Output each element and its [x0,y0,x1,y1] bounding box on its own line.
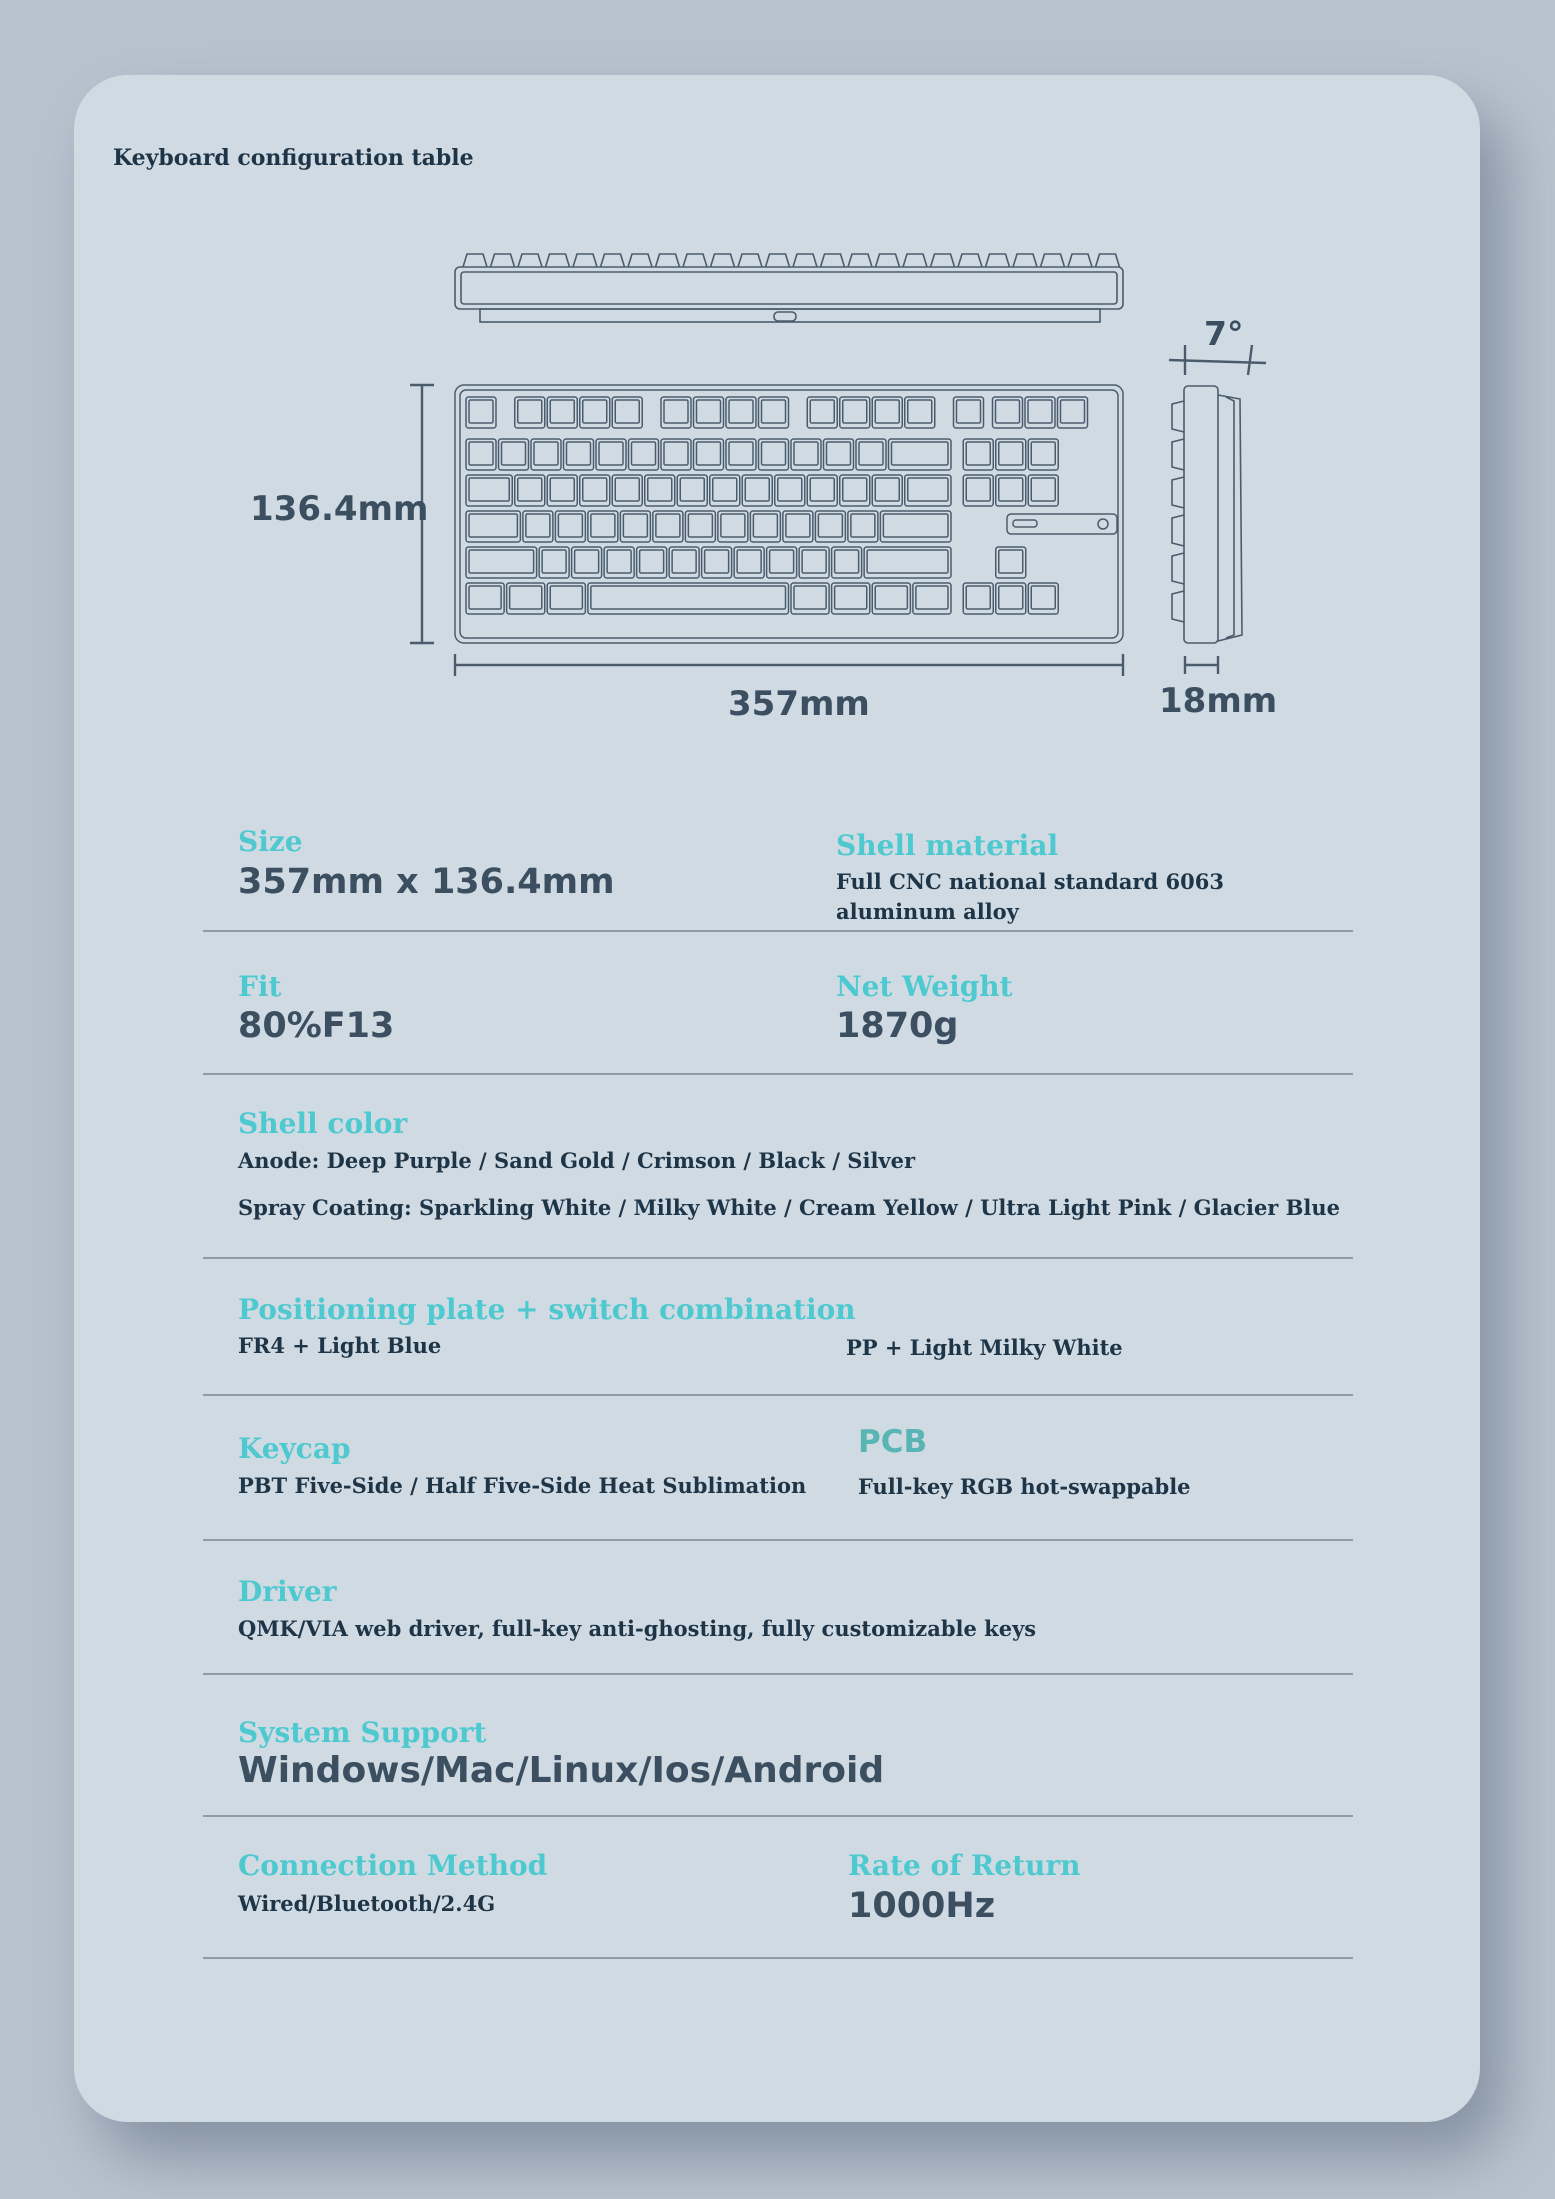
keycap-profile [1096,254,1120,267]
shell-material-value: Full CNC national standard 6063 aluminum alloy [836,869,1224,924]
key-top [999,550,1023,573]
key-top [810,478,834,501]
keycap-side [1172,401,1184,432]
shell-material-label: Shell material [836,829,1059,862]
driver-label: Driver [238,1575,337,1608]
rate-label: Rate of Return [848,1849,1081,1882]
key-top [542,550,566,573]
key-top [680,478,704,501]
key-top [713,478,737,501]
plate-switch-option-2: PP + Light Milky White [846,1335,1123,1360]
keyboard-side-view [1172,386,1242,643]
key-top [607,550,631,573]
key-top [966,442,990,465]
key-top [1028,400,1052,423]
pcb-value: Full-key RGB hot-swappable [858,1474,1191,1499]
keycap-profile [628,254,652,267]
key-top [567,442,591,465]
key-top [518,478,542,501]
key-top [835,586,867,609]
key-top [883,514,948,537]
key-top [966,586,990,609]
plate-switch-option-1: FR4 + Light Blue [238,1333,442,1358]
keycap-profile [903,254,927,267]
page-title: Keyboard configuration table [113,145,474,171]
keycap-value: PBT Five-Side / Half Five-Side Heat Sublimation [238,1473,807,1498]
key-top [623,514,647,537]
key-top [583,400,607,423]
keyboard-diagram [74,75,1480,775]
system-support-label: System Support [238,1716,487,1749]
keyboard-top-view [455,385,1123,643]
key-top [770,550,794,573]
key-top [737,550,761,573]
key-top [615,478,639,501]
key-top [575,550,599,573]
dimension-height-label: 136.4mm [250,489,429,529]
keycap-profile [876,254,900,267]
key-top [810,400,834,423]
key-top [859,442,883,465]
key-top [957,400,981,423]
key-top [688,514,712,537]
key-top [802,550,826,573]
size-label: Size [238,825,303,858]
keycap-profile [601,254,625,267]
keycap-profile [766,254,790,267]
fit-value: 80%F13 [238,1006,395,1046]
pcb-label: PCB [858,1424,928,1460]
key-top [729,400,753,423]
dimension-angle-label: 7° [1204,314,1244,353]
key-top [729,442,753,465]
key-top [875,478,899,501]
key-top [664,400,688,423]
key-top [721,514,745,537]
key-top [999,478,1023,501]
key-top [697,400,721,423]
key-top [591,586,786,609]
keyboard-top-profile [455,254,1123,322]
size-value: 357mm x 136.4mm [238,862,615,902]
key-top [794,442,818,465]
keycap-profile [821,254,845,267]
key-top [762,400,786,423]
key-top [469,586,501,609]
key-top [908,478,948,501]
key-top [558,514,582,537]
key-top [518,400,542,423]
keycap-side [1172,553,1184,584]
keycap-side [1172,477,1184,508]
key-top [778,478,802,501]
spec-row-fit [203,930,1353,1075]
key-top [1031,586,1055,609]
key-top [534,442,558,465]
spec-row-connection [203,1815,1353,1959]
key-top [827,442,851,465]
key-top [835,550,859,573]
key-top [640,550,664,573]
keycap-profile [958,254,982,267]
key-top [892,442,949,465]
keycap-profile [518,254,542,267]
key-top [599,442,623,465]
keycap-side [1172,439,1184,470]
keycap-profile [683,254,707,267]
key-top [632,442,656,465]
key-top [753,514,777,537]
driver-value: QMK/VIA web driver, full-key anti-ghosting, fully customizable keys [238,1616,1037,1641]
key-top [762,442,786,465]
keycap-profile [1041,254,1065,267]
key-top [867,550,948,573]
keycap-profile [986,254,1010,267]
connection-value: Wired/Bluetooth/2.4G [238,1891,496,1916]
key-top [705,550,729,573]
key-top [550,478,574,501]
keycap-profile [793,254,817,267]
key-top [1031,478,1055,501]
spec-row-system-support [203,1673,1353,1817]
keycap-profile [711,254,735,267]
key-top [966,478,990,501]
net-weight-value: 1870g [836,1006,959,1046]
spec-row-size [203,825,1353,932]
spec-row-keycap-pcb [203,1394,1353,1541]
key-top [615,400,639,423]
keycap-profile [656,254,680,267]
fit-label: Fit [238,970,282,1003]
key-top [648,478,672,501]
shell-color-anode: Anode: Deep Purple / Sand Gold / Crimson / Black / Silver [238,1148,916,1173]
key-top [786,514,810,537]
key-top [999,586,1023,609]
spec-card [74,75,1480,2122]
key-top [664,442,688,465]
keycap-side [1172,591,1184,622]
keycap-profile [1068,254,1092,267]
key-top [469,514,517,537]
key-top [745,478,769,501]
key-top [999,442,1023,465]
key-top [510,586,542,609]
key-top [843,400,867,423]
key-top [526,514,550,537]
keycap-label: Keycap [238,1432,351,1465]
keycap-profile [491,254,515,267]
dimension-width-label: 357mm [728,684,870,724]
key-top [843,478,867,501]
connection-label: Connection Method [238,1849,548,1882]
key-top [875,586,907,609]
dimension-thickness-label: 18mm [1159,681,1278,721]
plate-switch-label: Positioning plate + switch combination [238,1293,856,1326]
keycap-side [1172,515,1184,546]
rate-value: 1000Hz [848,1886,996,1926]
key-top [916,586,948,609]
keycap-profile [546,254,570,267]
key-top [818,514,842,537]
key-top [469,442,493,465]
keycap-profile [738,254,762,267]
spec-row-driver [203,1539,1353,1675]
keycap-profile [463,254,487,267]
key-top [656,514,680,537]
key-top [1031,442,1055,465]
key-top [697,442,721,465]
shell-color-spray: Spray Coating: Sparkling White / Milky White / Cream Yellow / Ultra Light Pink / Glacier Blue [238,1195,1341,1220]
key-top [469,400,493,423]
net-weight-label: Net Weight [836,970,1013,1003]
key-top [469,550,534,573]
key-top [550,400,574,423]
key-top [851,514,875,537]
key-top [1061,400,1085,423]
spec-row-shell-color [203,1073,1353,1259]
key-top [996,400,1020,423]
key-top [672,550,696,573]
keycap-profile [573,254,597,267]
key-top [550,586,582,609]
key-top [908,400,932,423]
key-top [794,586,826,609]
keycap-profile [848,254,872,267]
keycap-profile [931,254,955,267]
key-top [469,478,509,501]
key-top [583,478,607,501]
spec-row-plate-switch [203,1257,1353,1396]
system-support-value: Windows/Mac/Linux/Ios/Android [238,1750,885,1791]
keycap-profile [1013,254,1037,267]
key-top [875,400,899,423]
key-top [502,442,526,465]
shell-color-label: Shell color [238,1107,408,1140]
key-top [591,514,615,537]
